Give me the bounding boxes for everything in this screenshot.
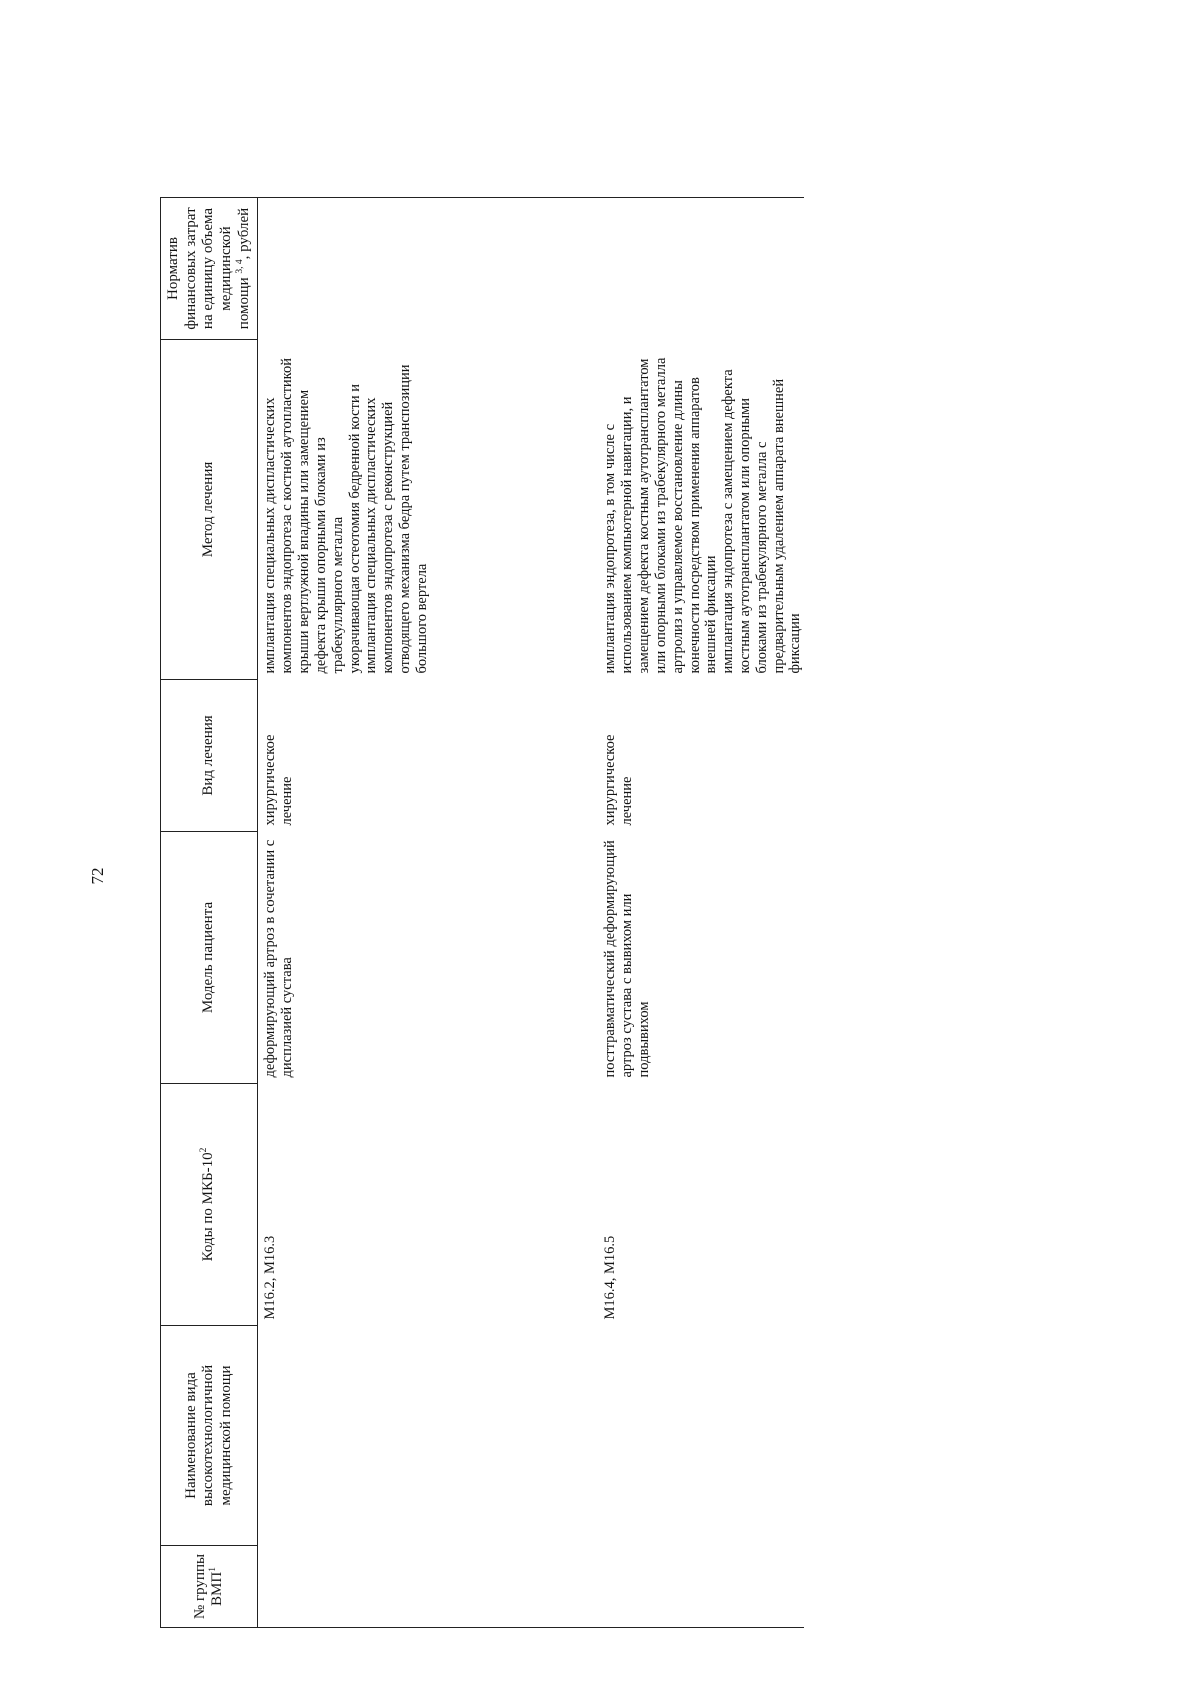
cell-patient-model: посттравматический деформирующий артроз сустава с вывихом или подвывихом xyxy=(602,840,653,1078)
cell-group-number xyxy=(258,1546,593,1628)
cell-cost-norm xyxy=(258,198,593,340)
cell-group-number xyxy=(592,1546,804,1628)
method-item: имплантация эндопротеза, в том числе с использованием компьютерной навигации, и замещением дефекта костным аутотрансплантатом или опорными блоками из трабекулярного металла xyxy=(602,357,669,674)
cell-cost-norm xyxy=(592,198,804,340)
header-treatment-type: Вид лечения xyxy=(161,680,258,832)
page-number: 72 xyxy=(88,867,107,885)
table-row xyxy=(592,198,804,1628)
cell-icd-codes: M16.4, M16.5 xyxy=(602,1235,619,1320)
medical-care-table xyxy=(160,197,804,1628)
table-header-row xyxy=(161,198,258,1628)
cell-icd-codes: M16.2, M16.3 xyxy=(262,1235,279,1320)
header-treatment-method: Метод лечения xyxy=(161,340,258,680)
method-item: укорачивающая остеотомия бедренной кости и имплантация специальных диспластических компонентов эндопротеза с реконструкцией отводящего механизма бедра путем транспозиции большого вертела xyxy=(346,364,430,674)
cell-patient-model: деформирующий артроз в сочетании с дисплазией сустава xyxy=(262,839,296,1078)
header-patient-model: Модель пациента xyxy=(161,832,258,1084)
cell-treatment-type: хирургическое лечение xyxy=(602,734,636,826)
header-cost-norm: Норматив финансовых затрат на единицу объема медицинской помощи $^{3, 4}$, рублей xyxy=(161,198,258,340)
method-item: имплантация специальных диспластических компонентов эндопротеза с костной аутопластикой крыши вертлужной впадины или замещением дефекта крыши опорными блоками из трабекуллярного металла xyxy=(262,358,346,674)
table-row xyxy=(258,198,593,1628)
cell-care-name xyxy=(592,1326,804,1546)
method-item: имплантация эндопротеза с замещением дефекта костным аутотрансплантатом или опорными блоками из трабекулярного металла с предварительным удалением аппарата внешней фиксации xyxy=(720,369,804,674)
cell-treatment-methods xyxy=(258,340,593,680)
header-group-number: № группы ВМП$^1$ xyxy=(161,1546,258,1628)
header-icd-codes: Коды по МКБ-$10^2$ xyxy=(161,1084,258,1326)
cell-treatment-methods xyxy=(592,340,804,680)
header-care-name: Наименование вида высокотехнологичной медицинской помощи xyxy=(161,1326,258,1546)
method-item: артролиз и управляемое восстановление длины конечности посредством применения аппаратов внешней фиксации xyxy=(669,377,720,674)
cell-care-name xyxy=(258,1326,593,1546)
cell-treatment-type: хирургическое лечение xyxy=(262,734,296,826)
